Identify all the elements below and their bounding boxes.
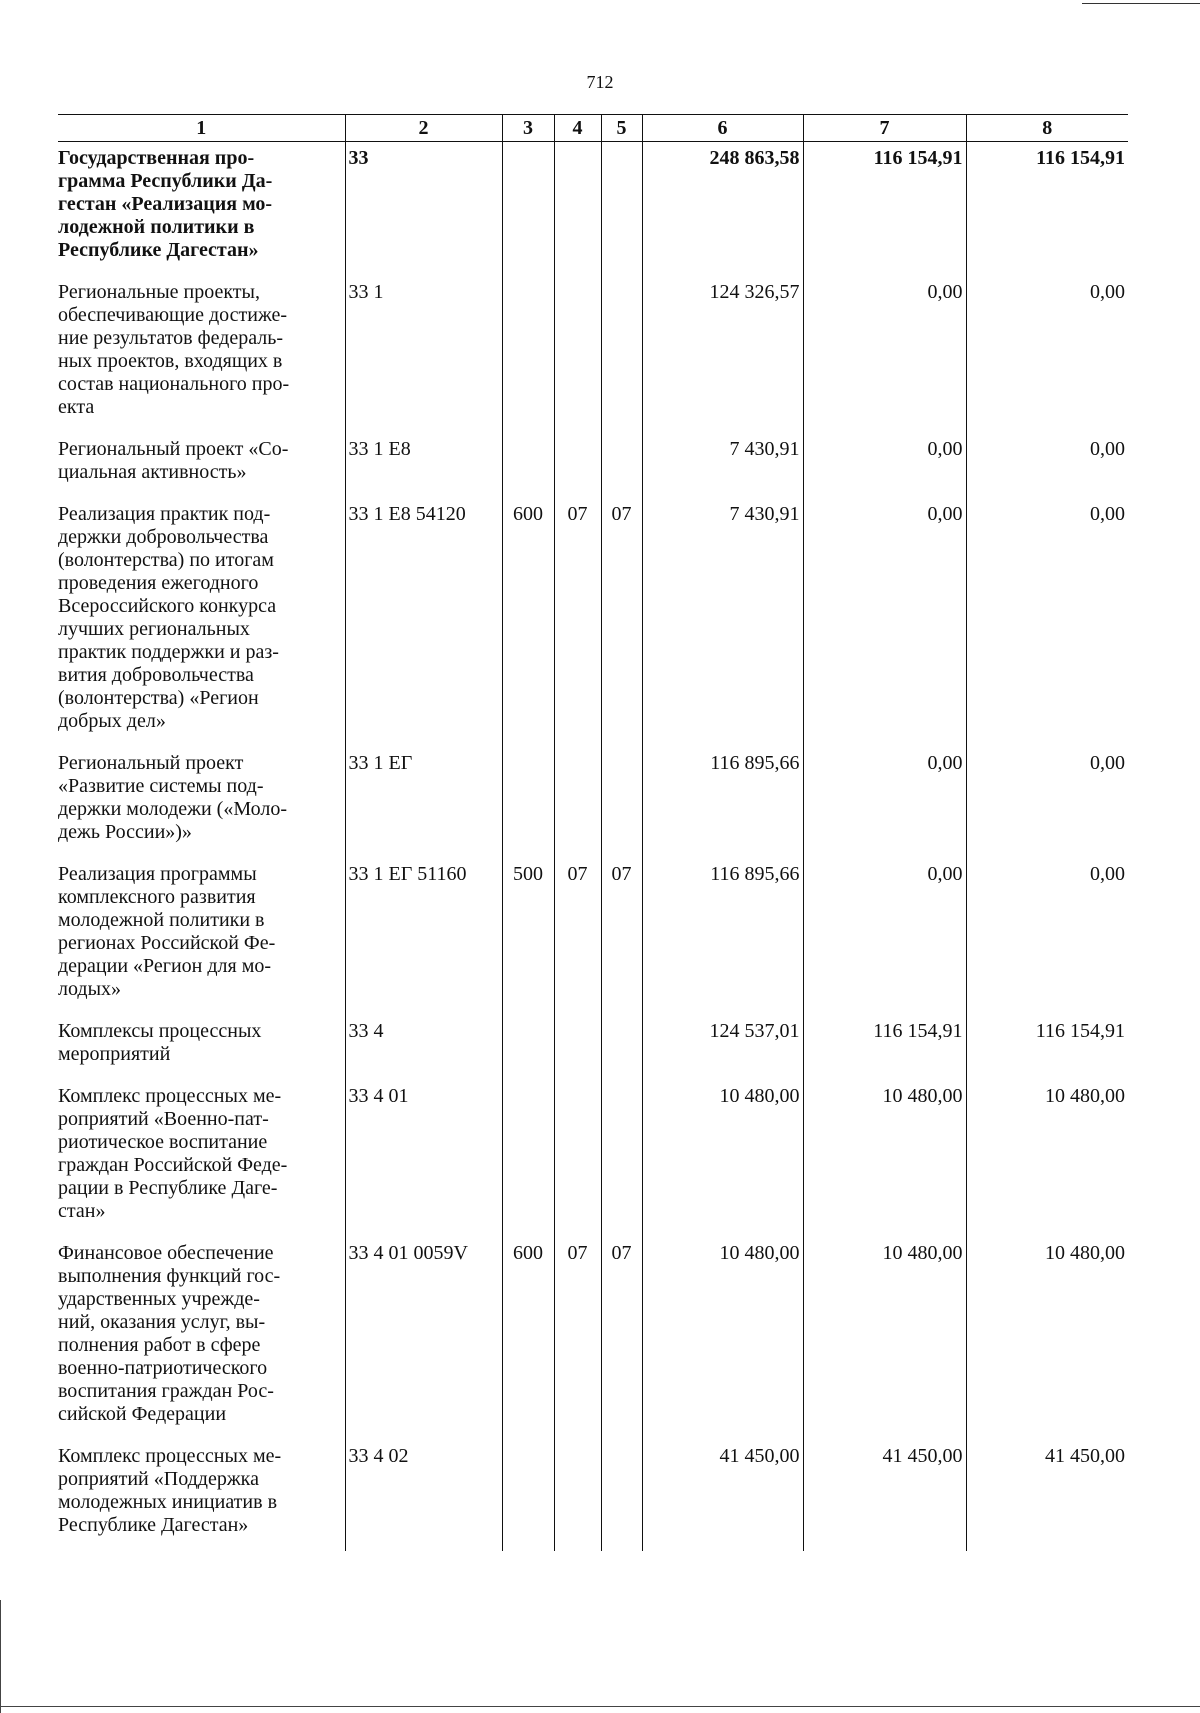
row-col3: 600 bbox=[502, 498, 554, 747]
column-header-3: 3 bbox=[502, 115, 554, 142]
row-value-col6: 116 895,66 bbox=[642, 747, 803, 858]
row-col5: 07 bbox=[601, 498, 642, 747]
row-col3 bbox=[502, 1015, 554, 1080]
row-col5 bbox=[601, 433, 642, 498]
budget-table bbox=[58, 114, 1128, 1551]
row-value-col7: 116 154,91 bbox=[803, 142, 966, 277]
row-col3 bbox=[502, 142, 554, 277]
row-value-col6: 7 430,91 bbox=[642, 433, 803, 498]
row-col3 bbox=[502, 1080, 554, 1237]
row-value-col7: 10 480,00 bbox=[803, 1237, 966, 1440]
row-code: 33 4 01 bbox=[345, 1080, 502, 1237]
row-name: Региональные проекты, обеспечивающие достиже- ние результатов федераль- ных проектов, входящих в состав национального про- екта bbox=[58, 276, 345, 433]
row-col5 bbox=[601, 1015, 642, 1080]
row-value-col8: 116 154,91 bbox=[966, 142, 1128, 277]
header-row bbox=[58, 115, 1128, 142]
row-col5: 07 bbox=[601, 1237, 642, 1440]
row-col5 bbox=[601, 1440, 642, 1551]
row-col5 bbox=[601, 1080, 642, 1237]
row-value-col8: 41 450,00 bbox=[966, 1440, 1128, 1551]
row-col3: 500 bbox=[502, 858, 554, 1015]
column-header-1: 1 bbox=[58, 115, 345, 142]
table-row bbox=[58, 1080, 1128, 1237]
row-value-col7: 0,00 bbox=[803, 276, 966, 433]
table-row bbox=[58, 1440, 1128, 1551]
table-row bbox=[58, 1237, 1128, 1440]
table-row bbox=[58, 858, 1128, 1015]
table-row bbox=[58, 276, 1128, 433]
row-col4 bbox=[554, 1440, 601, 1551]
row-col4 bbox=[554, 1080, 601, 1237]
row-col3: 600 bbox=[502, 1237, 554, 1440]
row-col4: 07 bbox=[554, 1237, 601, 1440]
row-value-col6: 124 537,01 bbox=[642, 1015, 803, 1080]
row-value-col6: 7 430,91 bbox=[642, 498, 803, 747]
row-code: 33 4 01 0059V bbox=[345, 1237, 502, 1440]
row-col4 bbox=[554, 747, 601, 858]
row-value-col8: 10 480,00 bbox=[966, 1237, 1128, 1440]
column-header-5: 5 bbox=[601, 115, 642, 142]
row-name: Региональный проект «Со- циальная активность» bbox=[58, 433, 345, 498]
row-name: Государственная про- грамма Республики Да- гестан «Реализация мо- лодежной политики в Республике Дагестан» bbox=[58, 142, 345, 277]
row-code: 33 bbox=[345, 142, 502, 277]
row-value-col6: 124 326,57 bbox=[642, 276, 803, 433]
row-code: 33 1 EГ bbox=[345, 747, 502, 858]
row-name: Региональный проект «Развитие системы под- держки молодежи («Моло- дежь России»)» bbox=[58, 747, 345, 858]
row-code: 33 1 E8 54120 bbox=[345, 498, 502, 747]
row-value-col8: 0,00 bbox=[966, 433, 1128, 498]
row-value-col8: 0,00 bbox=[966, 858, 1128, 1015]
row-value-col8: 116 154,91 bbox=[966, 1015, 1128, 1080]
row-col5 bbox=[601, 276, 642, 433]
row-col3 bbox=[502, 1440, 554, 1551]
row-name: Комплекс процессных ме- роприятий «Поддержка молодежных инициатив в Республике Дагестан» bbox=[58, 1440, 345, 1551]
row-name: Финансовое обеспечение выполнения функций гос- ударственных учрежде- ний, оказания услуг, вы- полнения работ в сфере военно-патриотического воспитания граждан Рос- сийской Федерации bbox=[58, 1237, 345, 1440]
row-value-col6: 41 450,00 bbox=[642, 1440, 803, 1551]
table-row bbox=[58, 747, 1128, 858]
row-col5 bbox=[601, 142, 642, 277]
row-code: 33 1 bbox=[345, 276, 502, 433]
row-col5: 07 bbox=[601, 858, 642, 1015]
table-row bbox=[58, 1015, 1128, 1080]
column-header-6: 6 bbox=[642, 115, 803, 142]
table-row bbox=[58, 433, 1128, 498]
row-value-col6: 248 863,58 bbox=[642, 142, 803, 277]
table-body bbox=[58, 142, 1128, 1552]
row-value-col7: 0,00 bbox=[803, 498, 966, 747]
row-col4 bbox=[554, 1015, 601, 1080]
row-code: 33 4 bbox=[345, 1015, 502, 1080]
row-col3 bbox=[502, 276, 554, 433]
row-name: Реализация практик под- держки добровольчества (волонтерства) по итогам проведения ежегодного Всероссийского конкурса лучших региональных практик поддержки и раз- вития добровольчества (волонтерства) «Регион добрых дел» bbox=[58, 498, 345, 747]
column-header-2: 2 bbox=[345, 115, 502, 142]
row-col4: 07 bbox=[554, 858, 601, 1015]
row-name: Комплекс процессных ме- роприятий «Военно-пат- риотическое воспитание граждан Российской Феде- рации в Республике Даге- стан» bbox=[58, 1080, 345, 1237]
scan-edge-line-top bbox=[1082, 3, 1200, 4]
column-header-4: 4 bbox=[554, 115, 601, 142]
scan-edge-line-bottom bbox=[0, 1706, 1200, 1707]
row-col4 bbox=[554, 276, 601, 433]
row-code: 33 4 02 bbox=[345, 1440, 502, 1551]
row-col4 bbox=[554, 142, 601, 277]
column-header-8: 8 bbox=[966, 115, 1128, 142]
row-name: Реализация программы комплексного развития молодежной политики в регионах Российской Фе- дерации «Регион для мо- лодых» bbox=[58, 858, 345, 1015]
table-row bbox=[58, 142, 1128, 277]
row-value-col8: 0,00 bbox=[966, 498, 1128, 747]
row-value-col6: 10 480,00 bbox=[642, 1080, 803, 1237]
table-row bbox=[58, 498, 1128, 747]
row-value-col7: 116 154,91 bbox=[803, 1015, 966, 1080]
row-value-col7: 0,00 bbox=[803, 747, 966, 858]
page-number: 712 bbox=[586, 72, 614, 92]
row-value-col8: 0,00 bbox=[966, 276, 1128, 433]
row-value-col8: 0,00 bbox=[966, 747, 1128, 858]
row-value-col6: 10 480,00 bbox=[642, 1237, 803, 1440]
row-value-col7: 10 480,00 bbox=[803, 1080, 966, 1237]
table-header bbox=[58, 115, 1128, 142]
row-col4 bbox=[554, 433, 601, 498]
row-value-col7: 41 450,00 bbox=[803, 1440, 966, 1551]
row-col5 bbox=[601, 747, 642, 858]
row-value-col6: 116 895,66 bbox=[642, 858, 803, 1015]
row-value-col7: 0,00 bbox=[803, 433, 966, 498]
row-col3 bbox=[502, 747, 554, 858]
row-col3 bbox=[502, 433, 554, 498]
row-value-col7: 0,00 bbox=[803, 858, 966, 1015]
row-code: 33 1 E8 bbox=[345, 433, 502, 498]
row-col4: 07 bbox=[554, 498, 601, 747]
scan-edge-line-left bbox=[0, 1600, 1, 1713]
column-header-7: 7 bbox=[803, 115, 966, 142]
row-name: Комплексы процессных мероприятий bbox=[58, 1015, 345, 1080]
row-value-col8: 10 480,00 bbox=[966, 1080, 1128, 1237]
row-code: 33 1 EГ 51160 bbox=[345, 858, 502, 1015]
